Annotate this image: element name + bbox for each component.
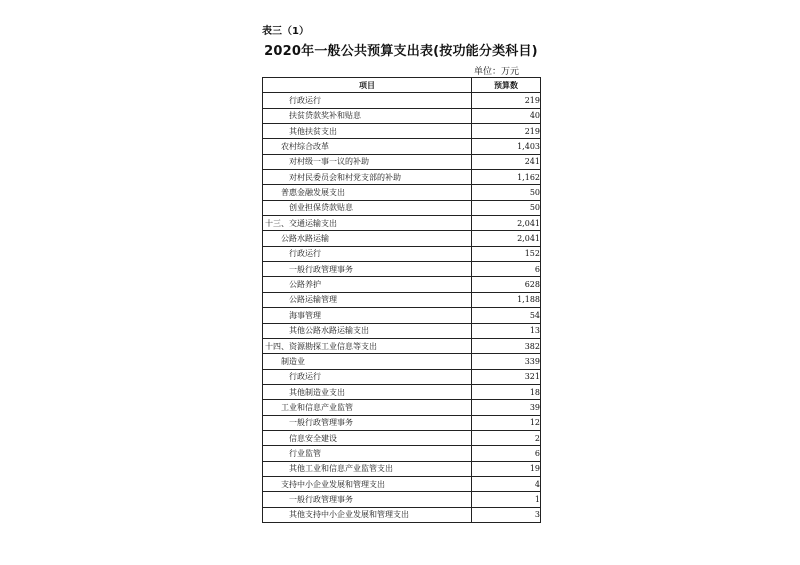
row-item-name: 创业担保贷款贴息 [263, 200, 472, 215]
row-amount: 6 [472, 262, 541, 277]
row-amount: 382 [472, 338, 541, 353]
table-row [263, 108, 541, 123]
table-body [263, 93, 541, 523]
table-row [263, 262, 541, 277]
row-item-name: 一般行政管理事务 [263, 262, 472, 277]
row-amount: 4 [472, 476, 541, 491]
budget-table [262, 77, 541, 523]
row-amount: 219 [472, 124, 541, 139]
table-header-row [263, 78, 541, 93]
table-row [263, 231, 541, 246]
table-row [263, 507, 541, 522]
row-amount: 2,041 [472, 216, 541, 231]
row-amount: 1,162 [472, 170, 541, 185]
table-row [263, 200, 541, 215]
row-amount: 18 [472, 384, 541, 399]
row-amount: 1,403 [472, 139, 541, 154]
row-amount: 3 [472, 507, 541, 522]
table-row [263, 124, 541, 139]
table-row [263, 139, 541, 154]
row-item-name: 其他工业和信息产业监管支出 [263, 461, 472, 476]
row-item-name: 公路养护 [263, 277, 472, 292]
table-row [263, 323, 541, 338]
row-amount: 50 [472, 185, 541, 200]
row-amount: 2,041 [472, 231, 541, 246]
table-row [263, 216, 541, 231]
row-amount: 2 [472, 430, 541, 445]
column-header-amount: 预算数 [472, 78, 541, 93]
table-row [263, 369, 541, 384]
row-item-name: 信息安全建设 [263, 430, 472, 445]
table-row [263, 400, 541, 415]
row-amount: 1,188 [472, 292, 541, 307]
table-row [263, 476, 541, 491]
unit-label: 单位：万元 [474, 67, 520, 77]
row-amount: 219 [472, 93, 541, 108]
row-item-name: 支持中小企业发展和管理支出 [263, 476, 472, 491]
row-amount: 19 [472, 461, 541, 476]
row-item-name: 对村民委员会和村党支部的补助 [263, 170, 472, 185]
row-item-name: 行政运行 [263, 93, 472, 108]
row-amount: 39 [472, 400, 541, 415]
document-title: 2020年一般公共预算支出表(按功能分类科目) [264, 44, 538, 59]
table-row [263, 338, 541, 353]
row-item-name: 一般行政管理事务 [263, 415, 472, 430]
row-item-name: 其他公路水路运输支出 [263, 323, 472, 338]
row-item-name: 农村综合改革 [263, 139, 472, 154]
row-item-name: 行政运行 [263, 246, 472, 261]
row-item-name: 行政运行 [263, 369, 472, 384]
row-item-name: 十四、资源勘探工业信息等支出 [263, 338, 472, 353]
row-amount: 241 [472, 154, 541, 169]
row-item-name: 工业和信息产业监管 [263, 400, 472, 415]
table-row [263, 292, 541, 307]
row-item-name: 其他制造业支出 [263, 384, 472, 399]
table-row [263, 415, 541, 430]
table-row [263, 93, 541, 108]
table-row [263, 430, 541, 445]
row-amount: 321 [472, 369, 541, 384]
table-row [263, 246, 541, 261]
row-item-name: 其他支持中小企业发展和管理支出 [263, 507, 472, 522]
table-row [263, 354, 541, 369]
row-item-name: 普惠金融发展支出 [263, 185, 472, 200]
table-row [263, 446, 541, 461]
table-row [263, 277, 541, 292]
row-amount: 40 [472, 108, 541, 123]
row-amount: 152 [472, 246, 541, 261]
table-row [263, 492, 541, 507]
row-amount: 339 [472, 354, 541, 369]
row-item-name: 海事管理 [263, 308, 472, 323]
row-item-name: 公路水路运输 [263, 231, 472, 246]
table-row [263, 154, 541, 169]
document-label: 表三（1） [262, 26, 309, 37]
row-amount: 12 [472, 415, 541, 430]
row-amount: 50 [472, 200, 541, 215]
row-amount: 1 [472, 492, 541, 507]
table-row [263, 384, 541, 399]
row-item-name: 公路运输管理 [263, 292, 472, 307]
row-amount: 13 [472, 323, 541, 338]
row-item-name: 扶贫贷款奖补和贴息 [263, 108, 472, 123]
row-amount: 628 [472, 277, 541, 292]
table-row [263, 461, 541, 476]
table-row [263, 185, 541, 200]
row-item-name: 其他扶贫支出 [263, 124, 472, 139]
column-header-item: 项目 [263, 78, 472, 93]
row-amount: 54 [472, 308, 541, 323]
row-item-name: 行业监管 [263, 446, 472, 461]
row-item-name: 一般行政管理事务 [263, 492, 472, 507]
table-row [263, 170, 541, 185]
row-item-name: 制造业 [263, 354, 472, 369]
row-item-name: 对村级一事一议的补助 [263, 154, 472, 169]
row-item-name: 十三、交通运输支出 [263, 216, 472, 231]
table-row [263, 308, 541, 323]
row-amount: 6 [472, 446, 541, 461]
